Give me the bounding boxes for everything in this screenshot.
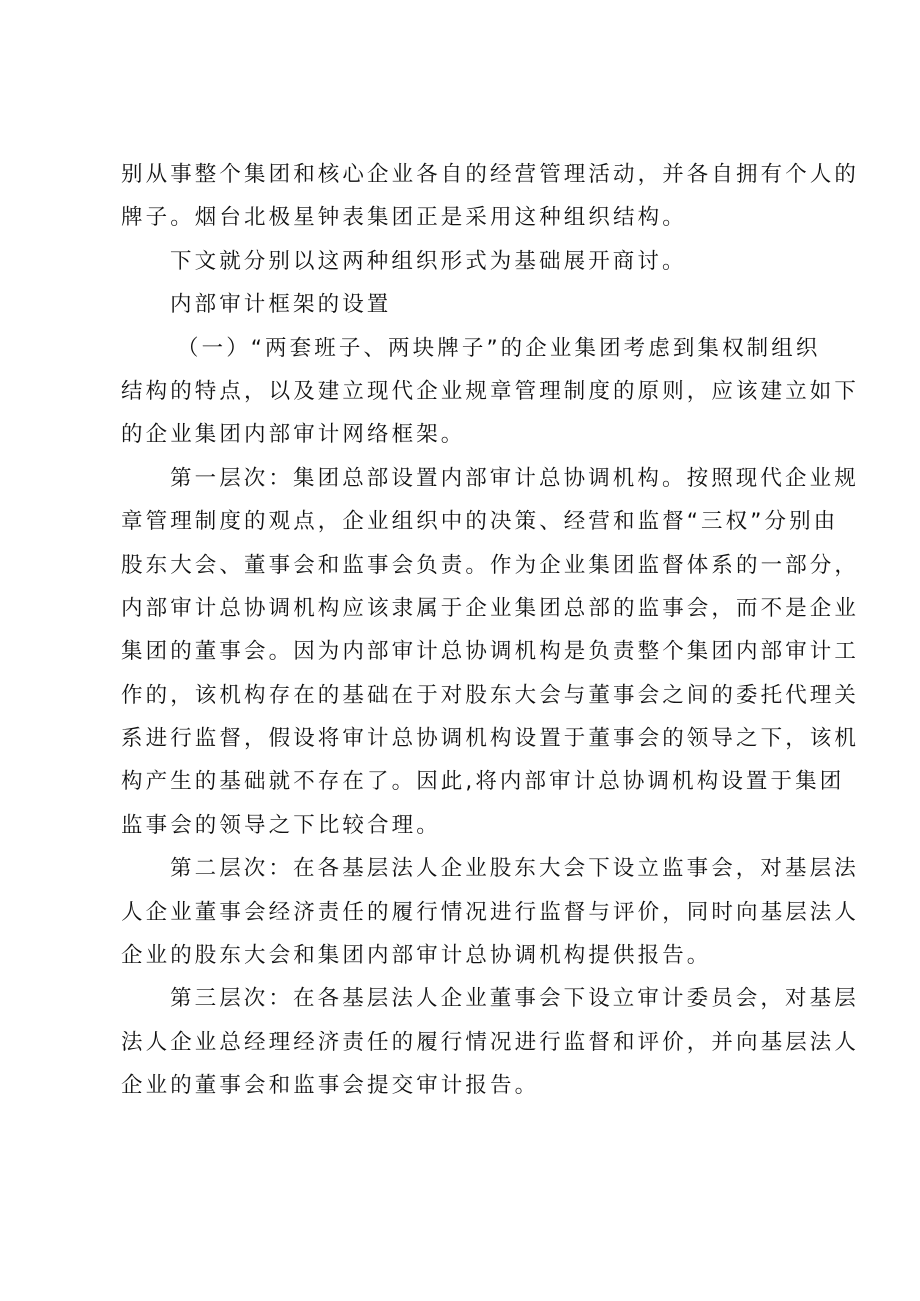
text-line: 下文就分别以这两种组织形式为基础展开商讨。: [170, 248, 687, 274]
text-line: 作的，该机构存在的基础在于对股东大会与董事会之间的委托代理关: [121, 682, 860, 708]
text-line: 内部审计总协调机构应该隶属于企业集团总部的监事会，而不是企业: [121, 595, 860, 621]
text-line: 股东大会、董事会和监事会负责。作为企业集团监督体系的一部分，: [121, 552, 860, 578]
text-line: 企业的股东大会和集团内部审计总协调机构提供报告。: [121, 943, 712, 969]
section-heading: 内部审计框架的设置: [170, 292, 392, 318]
text-line: 的企业集团内部审计网络框架。: [121, 422, 466, 448]
text-line: 第二层次：在各基层法人企业股东大会下设立监事会，对基层法: [170, 856, 859, 882]
text-line: 章管理制度的观点，企业组织中的决策、经营和监督“三权”分别由: [121, 509, 839, 535]
text-line: 企业的董事会和监事会提交审计报告。: [121, 1073, 540, 1099]
text-line: 结构的特点，以及建立现代企业规章管理制度的原则，应该建立如下: [121, 378, 860, 404]
text-line: 第三层次：在各基层法人企业董事会下设立审计委员会，对基层: [170, 986, 859, 1012]
text-line: 构产生的基础就不存在了。因此,将内部审计总协调机构设置于集团: [121, 769, 845, 795]
text-line: 系进行监督，假设将审计总协调机构设置于董事会的领导之下，该机: [121, 726, 860, 752]
text-line: 牌子。烟台北极星钟表集团正是采用这种组织结构。: [121, 205, 687, 231]
body-text: [121, 153, 860, 1108]
text-line: （一）“两套班子、两块牌子”的企业集团考虑到集权制组织: [177, 335, 821, 361]
text-line: 别从事整个集团和核心企业各自的经营管理活动，并各自拥有个人的: [121, 162, 860, 187]
text-line: 集团的董事会。因为内部审计总协调机构是负责整个集团内部审计工: [121, 639, 860, 665]
text-line: 法人企业总经理经济责任的履行情况进行监督和评价，并向基层法人: [121, 1029, 860, 1055]
text-line: 人企业董事会经济责任的履行情况进行监督与评价，同时向基层法人: [121, 899, 860, 925]
text-line: 监事会的领导之下比较合理。: [121, 812, 441, 838]
text-line: 第一层次：集团总部设置内部审计总协调机构。按照现代企业规: [170, 465, 859, 491]
